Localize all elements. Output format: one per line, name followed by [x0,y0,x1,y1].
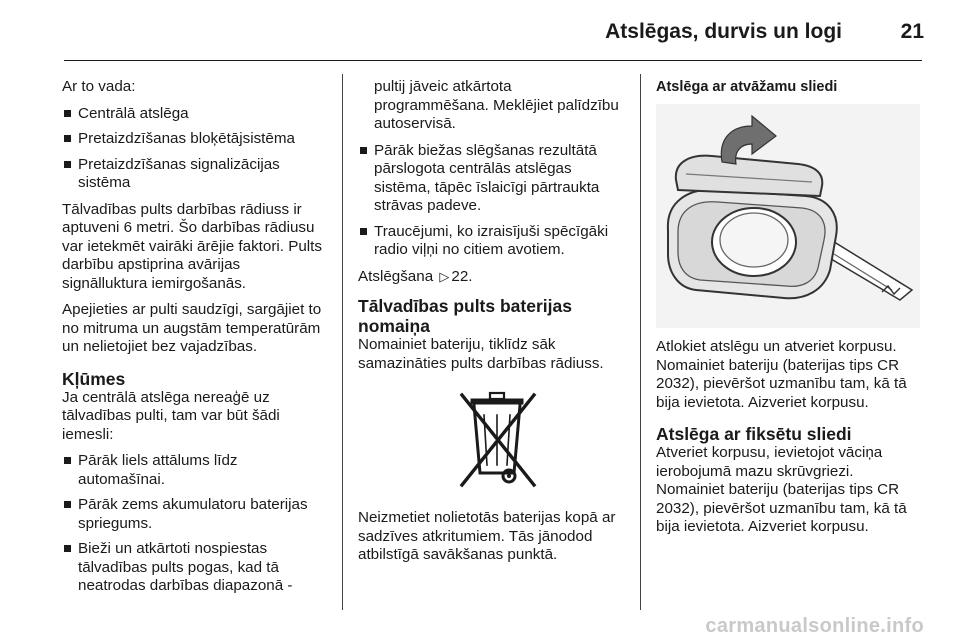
faults-list-continued [358,142,630,260]
list-item: Pārāk biežas slēgšanas rezultātā pārslogota centrālās atslēgas sistēma, tāpēc īslaicīgi pārtraukta strāvas padeve. [358,142,630,216]
column-divider-2 [640,74,641,610]
battery-paragraph: Nomainiet bateriju, tiklīdz sāk samazināties pults darbības rādiuss. [358,336,604,372]
fixed-key-paragraph: Atveriet korpusu, ievietojot vāciņa ierobojumā mazu skrūvgriezi. Nomainiet bateriju (baterijas tips CR 2032), pievēršot uzmanību tam, kā tā bija ievietota. Aizveriet korpusu. [656,444,907,535]
key-battery-illustration [656,104,920,328]
fixed-key-heading: Atslēga ar fiksētu sliedi [656,424,852,444]
range-paragraph: Tālvadības pults darbības rādiuss ir aptuveni 6 metri. Šo darbības rādiusu var ietekmēt vairāki ārējie faktori. Pults darbību apstiprina avārijas signālluktura iemirgošanās. [62,200,322,292]
list-item: Pretaizdzīšanas bloķētājsistēma [62,130,328,149]
faults-list [62,452,328,596]
page-header [0,0,960,60]
care-paragraph: Apejieties ar pulti saudzīgi, sargājiet to no mitruma un augstām temperatūrām un nelietojiet bez vajadzības. [62,301,322,355]
watermark-text: carmanualsonline.info [705,615,924,637]
list-item: Pārāk zems akumulatoru baterijas spriegums. [62,496,328,533]
page-number: 21 [900,20,924,43]
list-item: Traucējumi, ko izraisījuši spēcīgāki radio viļņi no citiem avotiem. [358,223,630,260]
page-title: Atslēgas, durvis un logi [605,20,842,43]
column-1 [62,78,328,604]
list-item: Pārāk liels attālums līdz automašīnai. [62,452,328,489]
locking-reference-page[interactable]: 22. [451,267,473,285]
continued-paragraph: pultij jāveic atkārtota programmēšana. Meklējiet palīdzību autoservisā. [374,78,619,132]
faults-heading: Kļūmes [62,368,126,389]
disposal-paragraph: Neizmetiet nolietotās baterijas kopā ar sadzīves atkritumiem. Tās jānodod atbilstīgā savākšanas punktā. [358,509,616,563]
controls-list [62,105,328,193]
column-divider-1 [342,74,343,610]
triangle-arrow-icon[interactable]: ▷ [439,268,450,284]
intro-text: Ar to vada: [62,78,136,95]
locking-reference-label: Atslēgšana [358,267,434,285]
column-2 [358,78,630,573]
list-item: Bieži un atkārtoti nospiestas tālvadības pults pogas, kad tā neatrodas darbības diapazonā - [62,540,328,596]
locking-reference [358,268,630,287]
column-3 [656,78,926,545]
list-item: Pretaizdzīšanas signalizācijas sistēma [62,156,328,193]
foldout-key-heading: Atslēga ar atvāžamu sliedi [656,79,838,95]
foldout-key-paragraph: Atlokiet atslēgu un atveriet korpusu. Nomainiet bateriju (baterijas tips CR 2032), pievēršot uzmanību tam, kā tā bija ievietota. Aizveriet korpusu. [656,338,907,411]
faults-paragraph: Ja centrālā atslēga nereaģē uz tālvadības pulti, tam var būt šādi iemesli: [62,388,280,443]
list-item: Centrālā atslēga [62,105,328,124]
crossed-out-wheelie-bin-icon [358,381,630,497]
header-rule [64,60,922,61]
battery-heading: Tālvadības pults baterijas nomaiņa [358,296,572,336]
